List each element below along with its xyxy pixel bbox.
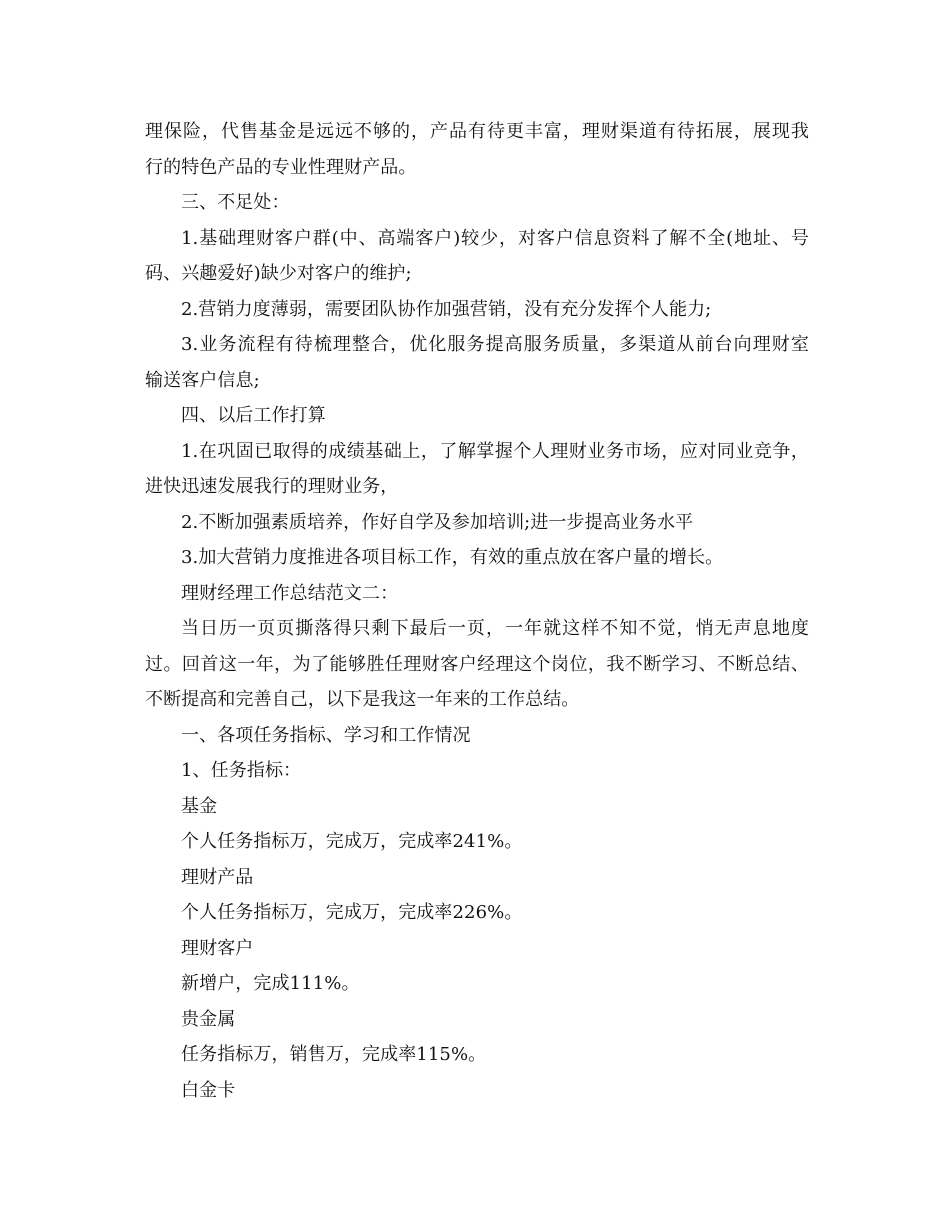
text-line: 贵金属 xyxy=(181,1008,236,1030)
text-line: 理财经理工作总结范文二： xyxy=(181,582,399,604)
text-line: 理保险，代售基金是远远不够的，产品有待更丰富，理财渠道有待拓展，展现我 xyxy=(145,121,809,142)
text-line: 1.基础理财客户群(中、高端客户)较少，对客户信息资料了解不全(地址、号 xyxy=(181,227,809,249)
text-line: 进快迅速发展我行的理财业务， xyxy=(145,476,399,497)
text-line: 个人任务指标万，完成万，完成率226%。 xyxy=(181,902,523,923)
text-line: 白金卡 xyxy=(181,1079,236,1101)
text-line: 1.在巩固已取得的成绩基础上，了解掌握个人理财业务市场，应对同业竞争， xyxy=(181,440,809,462)
text-line: 行的特色产品的专业性理财产品。 xyxy=(145,156,417,178)
text-line: 输送客户信息; xyxy=(145,369,260,391)
text-line: 新增户，完成111%。 xyxy=(181,973,360,994)
text-line: 任务指标万，销售万，完成率115%。 xyxy=(181,1044,487,1065)
text-line: 一、各项任务指标、学习和工作情况 xyxy=(181,724,471,746)
text-line: 个人任务指标万，完成万，完成率241%。 xyxy=(181,831,523,852)
text-line: 三、不足处： xyxy=(181,192,290,213)
text-line: 1、任务指标： xyxy=(181,760,302,781)
text-line: 基金 xyxy=(181,795,218,817)
text-line: 理财产品 xyxy=(181,866,254,888)
text-line: 码、兴趣爱好)缺少对客户的维护; xyxy=(145,263,412,284)
text-line: 2.营销力度薄弱，需要团队协作加强营销，没有充分发挥个人能力; xyxy=(181,298,712,320)
text-line: 不断提高和完善自己，以下是我这一年来的工作总结。 xyxy=(145,689,580,710)
text-line: 过。回首这一年，为了能够胜任理财客户经理这个岗位，我不断学习、不断总结、 xyxy=(145,653,809,675)
text-line: 3.加大营销力度推进各项目标工作，有效的重点放在客户量的增长。 xyxy=(181,547,724,568)
text-line: 当日历一页页撕落得只剩下最后一页，一年就这样不知不觉，悄无声息地度 xyxy=(181,618,809,639)
document-body xyxy=(145,114,809,1108)
text-line: 理财客户 xyxy=(181,937,254,959)
text-line: 3.业务流程有待梳理整合，优化服务提高服务质量，多渠道从前台向理财室 xyxy=(181,334,809,355)
text-line: 四、以后工作打算 xyxy=(181,405,326,426)
text-line: 2.不断加强素质培养，作好自学及参加培训;进一步提高业务水平 xyxy=(181,511,694,533)
